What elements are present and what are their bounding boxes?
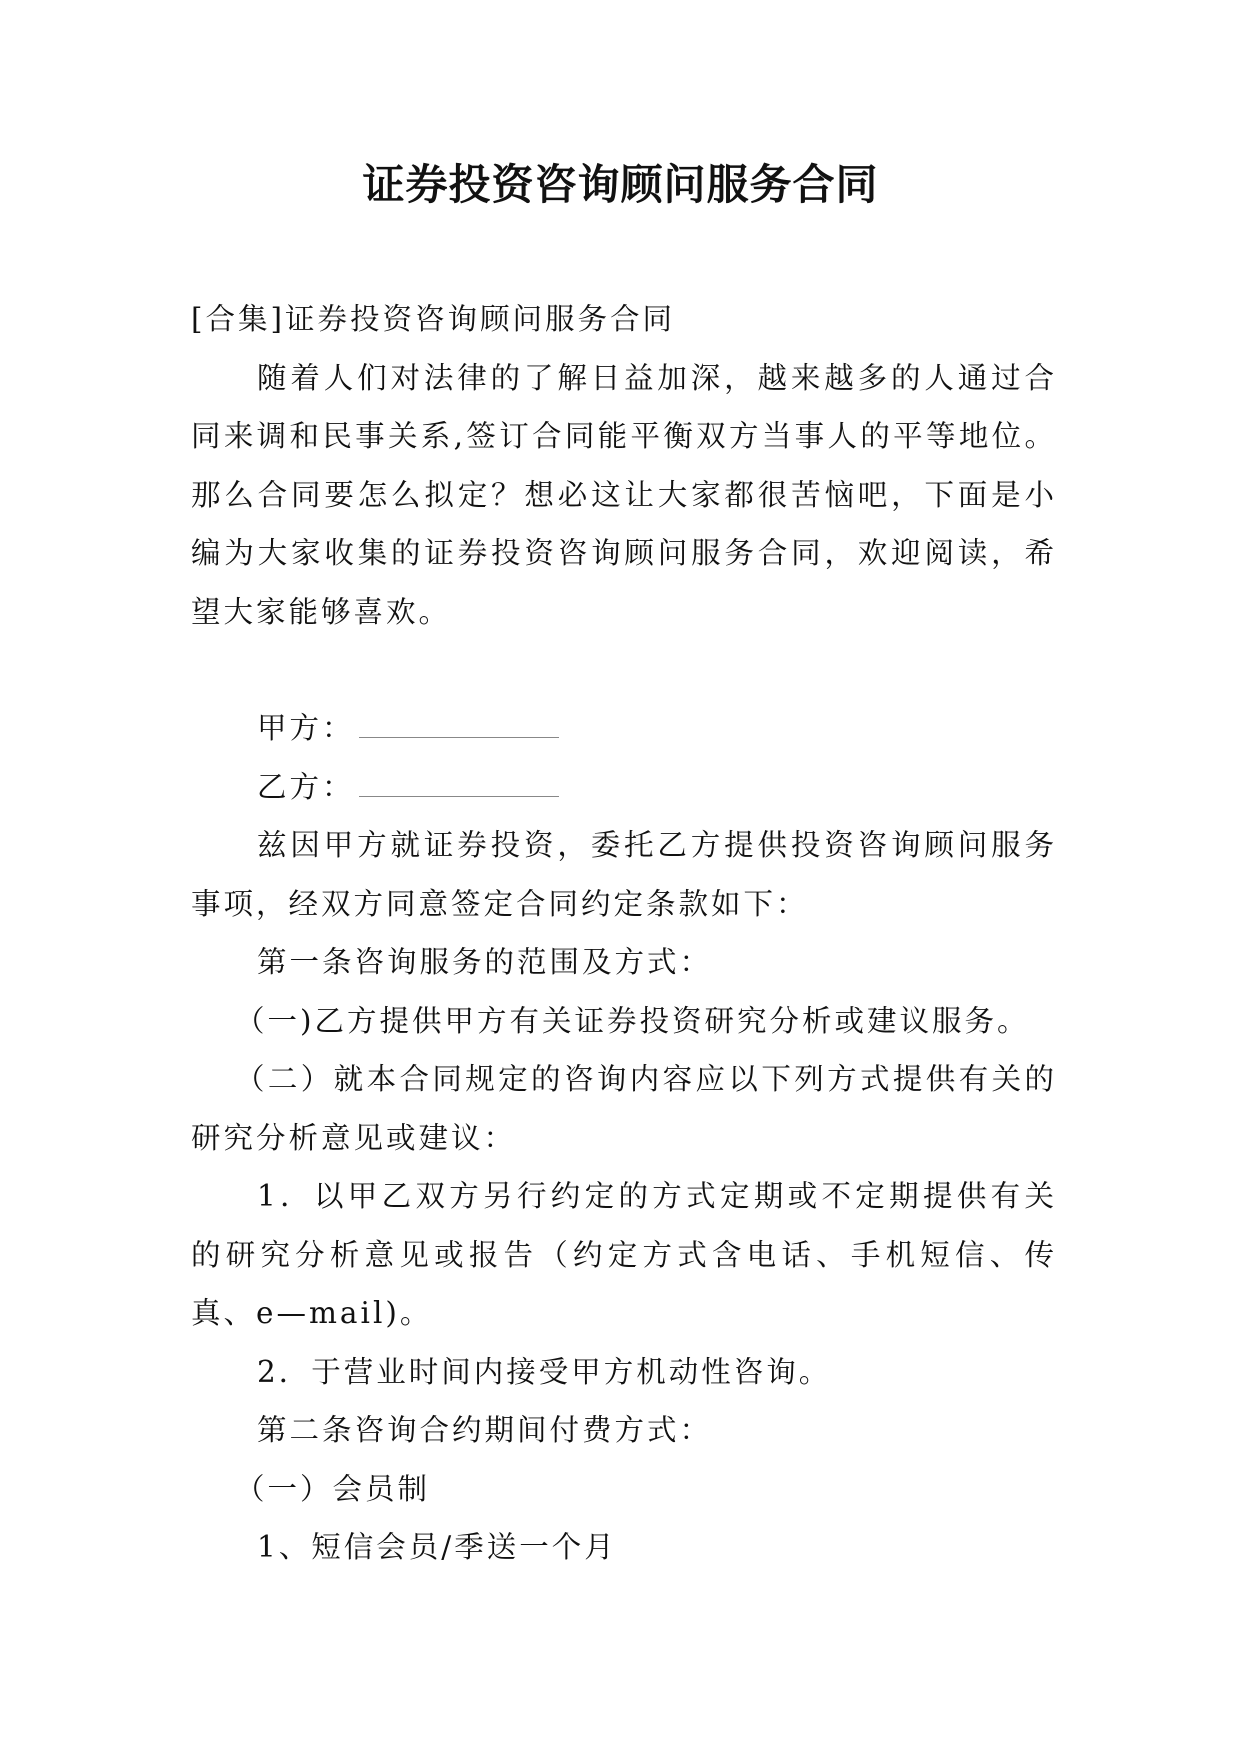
paragraph-gap [191, 641, 1057, 699]
article1-heading: 第一条咨询服务的范围及方式： [257, 945, 713, 979]
article1-item1: （一)乙方提供甲方有关证券投资研究分析或建议服务。 [235, 1003, 1030, 1038]
article2-heading: 第二条咨询合约期间付费方式： [257, 1413, 713, 1447]
party-b-label: 乙方： [257, 769, 355, 804]
intro-paragraph: 随着人们对法律的了解日益加深，越来越多的人通过合同来调和民事关系,签订合同能平衡双方当事人的平等地位。那么合同要怎么拟定？想必这让大家都很苦恼吧，下面是小编为大家收集的证券投资咨询顾问服务合同，欢迎阅读，希望大家能够喜欢。 [191, 360, 1057, 629]
article2-sub1: 1、短信会员/季送一个月 [257, 1530, 617, 1564]
article1-sub2: 2．于营业时间内接受甲方机动性咨询。 [257, 1354, 832, 1389]
article2-item1: （一）会员制 [235, 1471, 431, 1506]
party-b-blank [359, 772, 559, 797]
document-subtitle: [合集]证券投资咨询顾问服务合同 [191, 302, 676, 336]
party-b-line [191, 758, 1057, 817]
document-body [191, 290, 1057, 1577]
preamble-paragraph: 兹因甲方就证券投资，委托乙方提供投资咨询顾问服务事项，经双方同意签定合同约定条款如下： [191, 828, 1057, 921]
party-a-line [191, 699, 1057, 758]
party-a-label: 甲方： [257, 711, 355, 745]
article1-sub1: 1．以甲乙双方另行约定的方式定期或不定期提供有关的研究分析意见或报告（约定方式含电话、手机短信、传真、e—mail)。 [191, 1179, 1057, 1330]
document-title: 证券投资咨询顾问服务合同 [362, 160, 879, 209]
article1-item2: （二）就本合同规定的咨询内容应以下列方式提供有关的研究分析意见或建议： [191, 1062, 1057, 1155]
party-a-blank [359, 713, 559, 738]
